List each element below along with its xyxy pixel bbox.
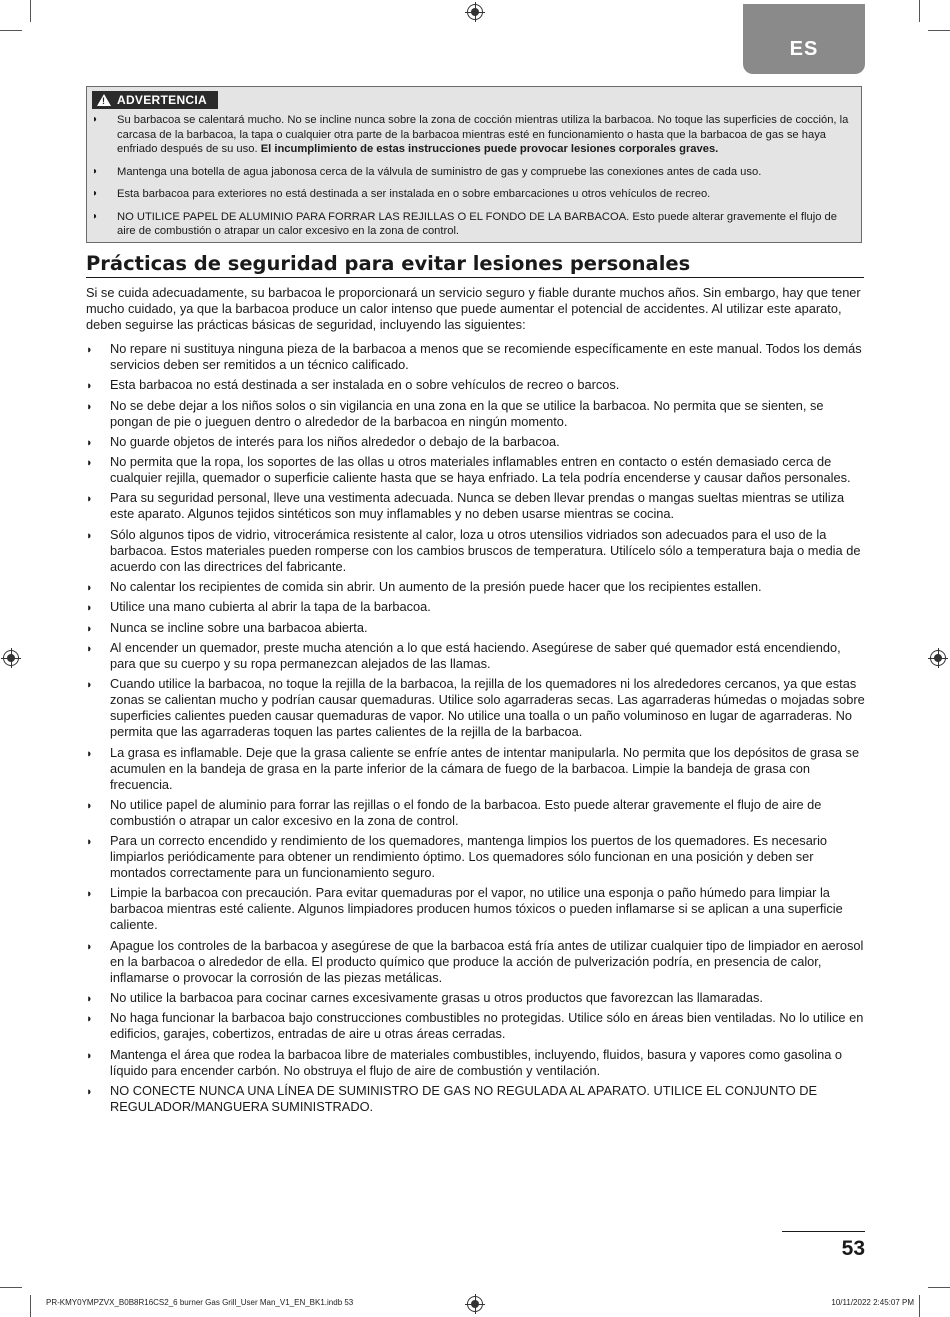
warning-item-text: Su barbacoa se calentará mucho. No se incline nunca sobre la zona de cocción mientras utiliza la barbacoa. No toque las superficies de cocción, la carcasa de la barbacoa, la tapa o cualquier otra parte de la barbacoa mientras esté en funcionamiento o hasta que la barbacoa de gas se haya enfriado después de su uso. [117,114,849,155]
bullet-icon: ◗ [86,457,93,470]
list-item [86,599,866,615]
warning-icon: ! [97,94,111,106]
list-item-text: NO CONECTE NUNCA UNA LÍNEA DE SUMINISTRO DE GAS NO REGULADA AL APARATO. UTILICE EL CONJUNTO DE REGULADOR/MANGUERA SUMINISTRADO. [110,1082,818,1114]
bullet-icon: ◗ [86,493,93,506]
list-item [86,490,866,522]
bullet-icon: ◗ [86,1049,93,1062]
bullet-icon: ◗ [86,940,93,953]
warning-label-text: ADVERTENCIA [117,93,207,107]
list-item [86,745,866,793]
crop-mark [919,1295,920,1317]
crop-mark [0,30,22,31]
list-item-text: No guarde objetos de interés para los niños alrededor o debajo de la barbacoa. [110,433,560,449]
list-item-text: Sólo algunos tipos de vidrio, vitrocerámica resistente al calor, loza u otros utensilios vidriados son adecuados para el uso de la barbacoa. Estos materiales pueden romperse con los cambios bruscos de temperatura. Utilícelo sólo a temperatura baja o media de acuerdo con las directrices del fabricante. [110,526,861,574]
safety-practices-list [86,341,866,1119]
warning-item [87,210,863,239]
bullet-icon: ◗ [86,679,93,692]
list-item-text: Para su seguridad personal, lleve una vestimenta adecuada. Nunca se deben llevar prendas o mangas sueltas mientras se utiliza este aparato. Algunos tejidos sintéticos son muy inflamables y no deben usarse mientras se cocina. [110,490,845,522]
list-item [86,341,866,373]
warning-item-text: Mantenga una botella de agua jabonosa cerca de la válvula de suministro de gas y compruebe las conexiones antes de cada uso. [117,165,762,178]
intro-paragraph: Si se cuida adecuadamente, su barbacoa le proporcionará un servicio seguro y fiable durante muchos años. Sin embargo, hay que tener mucho cuidado, ya que la barbacoa produce un calor intenso que puede aumentar el potencial de accidentes. Al utilizar este aparato, deben seguirse las prácticas básicas de seguridad, incluyendo las siguientes: [86,285,861,332]
crop-mark [0,1287,22,1288]
list-item [86,1047,866,1079]
list-item [86,620,866,636]
warning-box [86,86,862,243]
list-item-text: Utilice una mano cubierta al abrir la tapa de la barbacoa. [110,599,431,615]
list-item [86,579,866,595]
crop-mark [928,30,950,31]
crop-mark [919,0,920,22]
section-title: Prácticas de seguridad para evitar lesiones personales [86,252,864,278]
bullet-icon: ◗ [92,210,99,222]
list-item-text: No calentar los recipientes de comida sin abrir. Un aumento de la presión puede hacer que los recipientes estallen. [110,579,762,595]
bullet-icon: ◗ [86,1085,93,1098]
list-item [86,398,866,430]
bullet-icon: ◗ [86,993,93,1006]
warning-item-emphasis: El incumplimiento de estas instrucciones puede provocar lesiones corporales graves. [260,143,719,155]
bullet-icon: ◗ [92,188,99,199]
bullet-icon: ◗ [86,799,93,812]
list-item [86,1083,866,1115]
list-item-text: Esta barbacoa no está destinada a ser instalada en o sobre vehículos de recreo o barcos. [110,377,620,393]
list-item [86,640,866,672]
footer-date: 10/11/2022 2:45:07 PM [831,1298,914,1307]
footer-file-slug: PR-KMY0YMPZVX_B0B8R16CS2_6 burner Gas Grill_User Man_V1_EN_BK1.indb 53 [46,1298,354,1307]
list-item-text: No utilice la barbacoa para cocinar carnes excesivamente grasas u otros productos que favorezcan las llamaradas. [110,990,763,1006]
list-item-text: No repare ni sustituya ninguna pieza de la barbacoa a menos que se recomiende específicamente en este manual. Todos los demás servicios deben ser remitidos a un técnico calificado. [110,341,862,372]
bullet-icon: ◗ [86,582,93,595]
bullet-icon: ◗ [86,642,93,655]
list-item-text: Nunca se incline sobre una barbacoa abierta. [110,619,368,635]
list-item [86,434,866,450]
crop-mark [30,1295,31,1317]
warning-label [92,91,218,109]
bullet-icon: ◗ [86,400,93,413]
bullet-icon: ◗ [86,380,93,393]
warning-list [87,113,863,247]
bullet-icon: ◗ [86,888,93,901]
warning-item [87,187,863,202]
list-item [86,377,866,393]
bullet-icon: ◗ [86,836,93,849]
list-item [86,676,866,740]
list-item [86,885,866,933]
crop-mark [928,1287,950,1288]
list-item-text: No permita que la ropa, los soportes de las ollas u otros materiales inflamables entren en contacto o estén demasiado cerca de cualquier rejilla, quemador o superficie caliente hasta que se haya enfriado. La tela podría encenderse y causar daños personales. [110,454,851,486]
list-item [86,527,866,575]
registration-mark-icon [3,650,19,666]
bullet-icon: ◗ [86,1013,93,1026]
list-item [86,938,866,986]
language-tab: ES [743,4,865,74]
list-item-text: Limpie la barbacoa con precaución. Para evitar quemaduras por el vapor, no utilice una esponja o paño húmedo para limpiar la barbacoa mientras esté caliente. Algunos limpiadores producen humos tóxicos o pueden inflamarse si se aplican a una superficie caliente. [110,885,843,933]
list-item [86,454,866,486]
registration-mark-icon [930,650,946,666]
warning-item-text: Esta barbacoa para exteriores no está destinada a ser instalada en o sobre embarcaciones u otros vehículos de recreo. [117,188,711,200]
bullet-icon: ◗ [86,747,93,760]
page-number: 53 [841,1237,865,1260]
bullet-icon: ◗ [86,622,93,635]
registration-mark-icon [467,1296,483,1312]
registration-mark-icon [467,4,483,20]
bullet-icon: ◗ [86,602,93,615]
warning-item [87,165,863,180]
list-item-text: No haga funcionar la barbacoa bajo construcciones combustibles no protegidas. Utilice sólo en áreas bien ventiladas. No lo utilice en edificios, garajes, cobertizos, entradas de aire u otras áreas cerradas. [110,1010,864,1042]
list-item [86,1010,866,1042]
list-item-text: Mantenga el área que rodea la barbacoa libre de materiales combustibles, incluyendo, fluidos, basura y vapores como gasolina o líquido para encender carbón. No obstruya el flujo de aire de combustión y ventilación. [110,1046,842,1078]
list-item-text: La grasa es inflamable. Deje que la grasa caliente se enfríe antes de intentar manipularla. No permita que los depósitos de grasa se acumulen en la bandeja de grasa en la parte inferior de la cámara de fuego de la barbacoa. Limpie la bandeja de grasa con frecuencia. [110,744,860,792]
list-item-text: Para un correcto encendido y rendimiento de los quemadores, mantenga limpios los puertos de los quemadores. Es necesario limpiarlos periódicamente para obtener un rendimiento óptimo. Los quemadores sólo funcionan en una posición y deben ser montados correctamente para un funcionamiento seguro. [110,833,828,881]
bullet-icon: ◗ [92,165,99,177]
list-item-text: Cuando utilice la barbacoa, no toque la rejilla de la barbacoa, la rejilla de los quemadores ni los alrededores cercanos, ya que estas zonas se calientan mucho y podrían causar quemaduras. Utilice solo agarraderas secas. Las agarraderas húmedas o mojadas sobre superficies calientes pueden causar quemaduras de vapor. No utilice una toalla o un paño voluminoso en lugar de agarraderas. No permita que las agarraderas toquen las partes calientes de la rejilla de la barbacoa. [110,676,865,740]
page-number-rule [782,1231,865,1232]
list-item-text: Apague los controles de la barbacoa y asegúrese de que la barbacoa está fría antes de utilizar cualquier tipo de limpiador en aerosol en la barbacoa o alrededor de ella. El producto químico que produce la acción de pulverización podría, en presencia de calor, inflamarse o provocar la corrosión de las piezas metálicas. [110,937,864,985]
list-item [86,797,866,829]
bullet-icon: ◗ [86,529,93,542]
list-item-text: No utilice papel de aluminio para forrar las rejillas o el fondo de la barbacoa. Esto puede alterar gravemente el flujo de aire de combustión o atrapar un calor excesivo en la zona de control. [110,796,822,828]
list-item-text: Al encender un quemador, preste mucha atención a lo que está haciendo. Asegúrese de saber qué quemador está encendiendo, para que su cuerpo y su ropa permanezcan alejados de las llamas. [110,639,841,671]
list-item-text: No se debe dejar a los niños solos o sin vigilancia en una zona en la que se utilice la barbacoa. No permita que se sienten, se pongan de pie o jueguen dentro o alrededor de la barbacoa en ningún momento. [110,397,824,429]
warning-item [87,113,863,157]
crop-mark [30,0,31,22]
bullet-icon: ◗ [92,114,99,125]
list-item [86,833,866,881]
warning-item-text: NO UTILICE PAPEL DE ALUMINIO PARA FORRAR LAS REJILLAS O EL FONDO DE LA BARBACOA. Esto puede alterar gravemente el flujo de aire de combustión o atrapar un calor excesivo en la zona de control. [117,210,837,237]
list-item [86,990,866,1006]
bullet-icon: ◗ [86,344,93,356]
bullet-icon: ◗ [86,436,93,449]
